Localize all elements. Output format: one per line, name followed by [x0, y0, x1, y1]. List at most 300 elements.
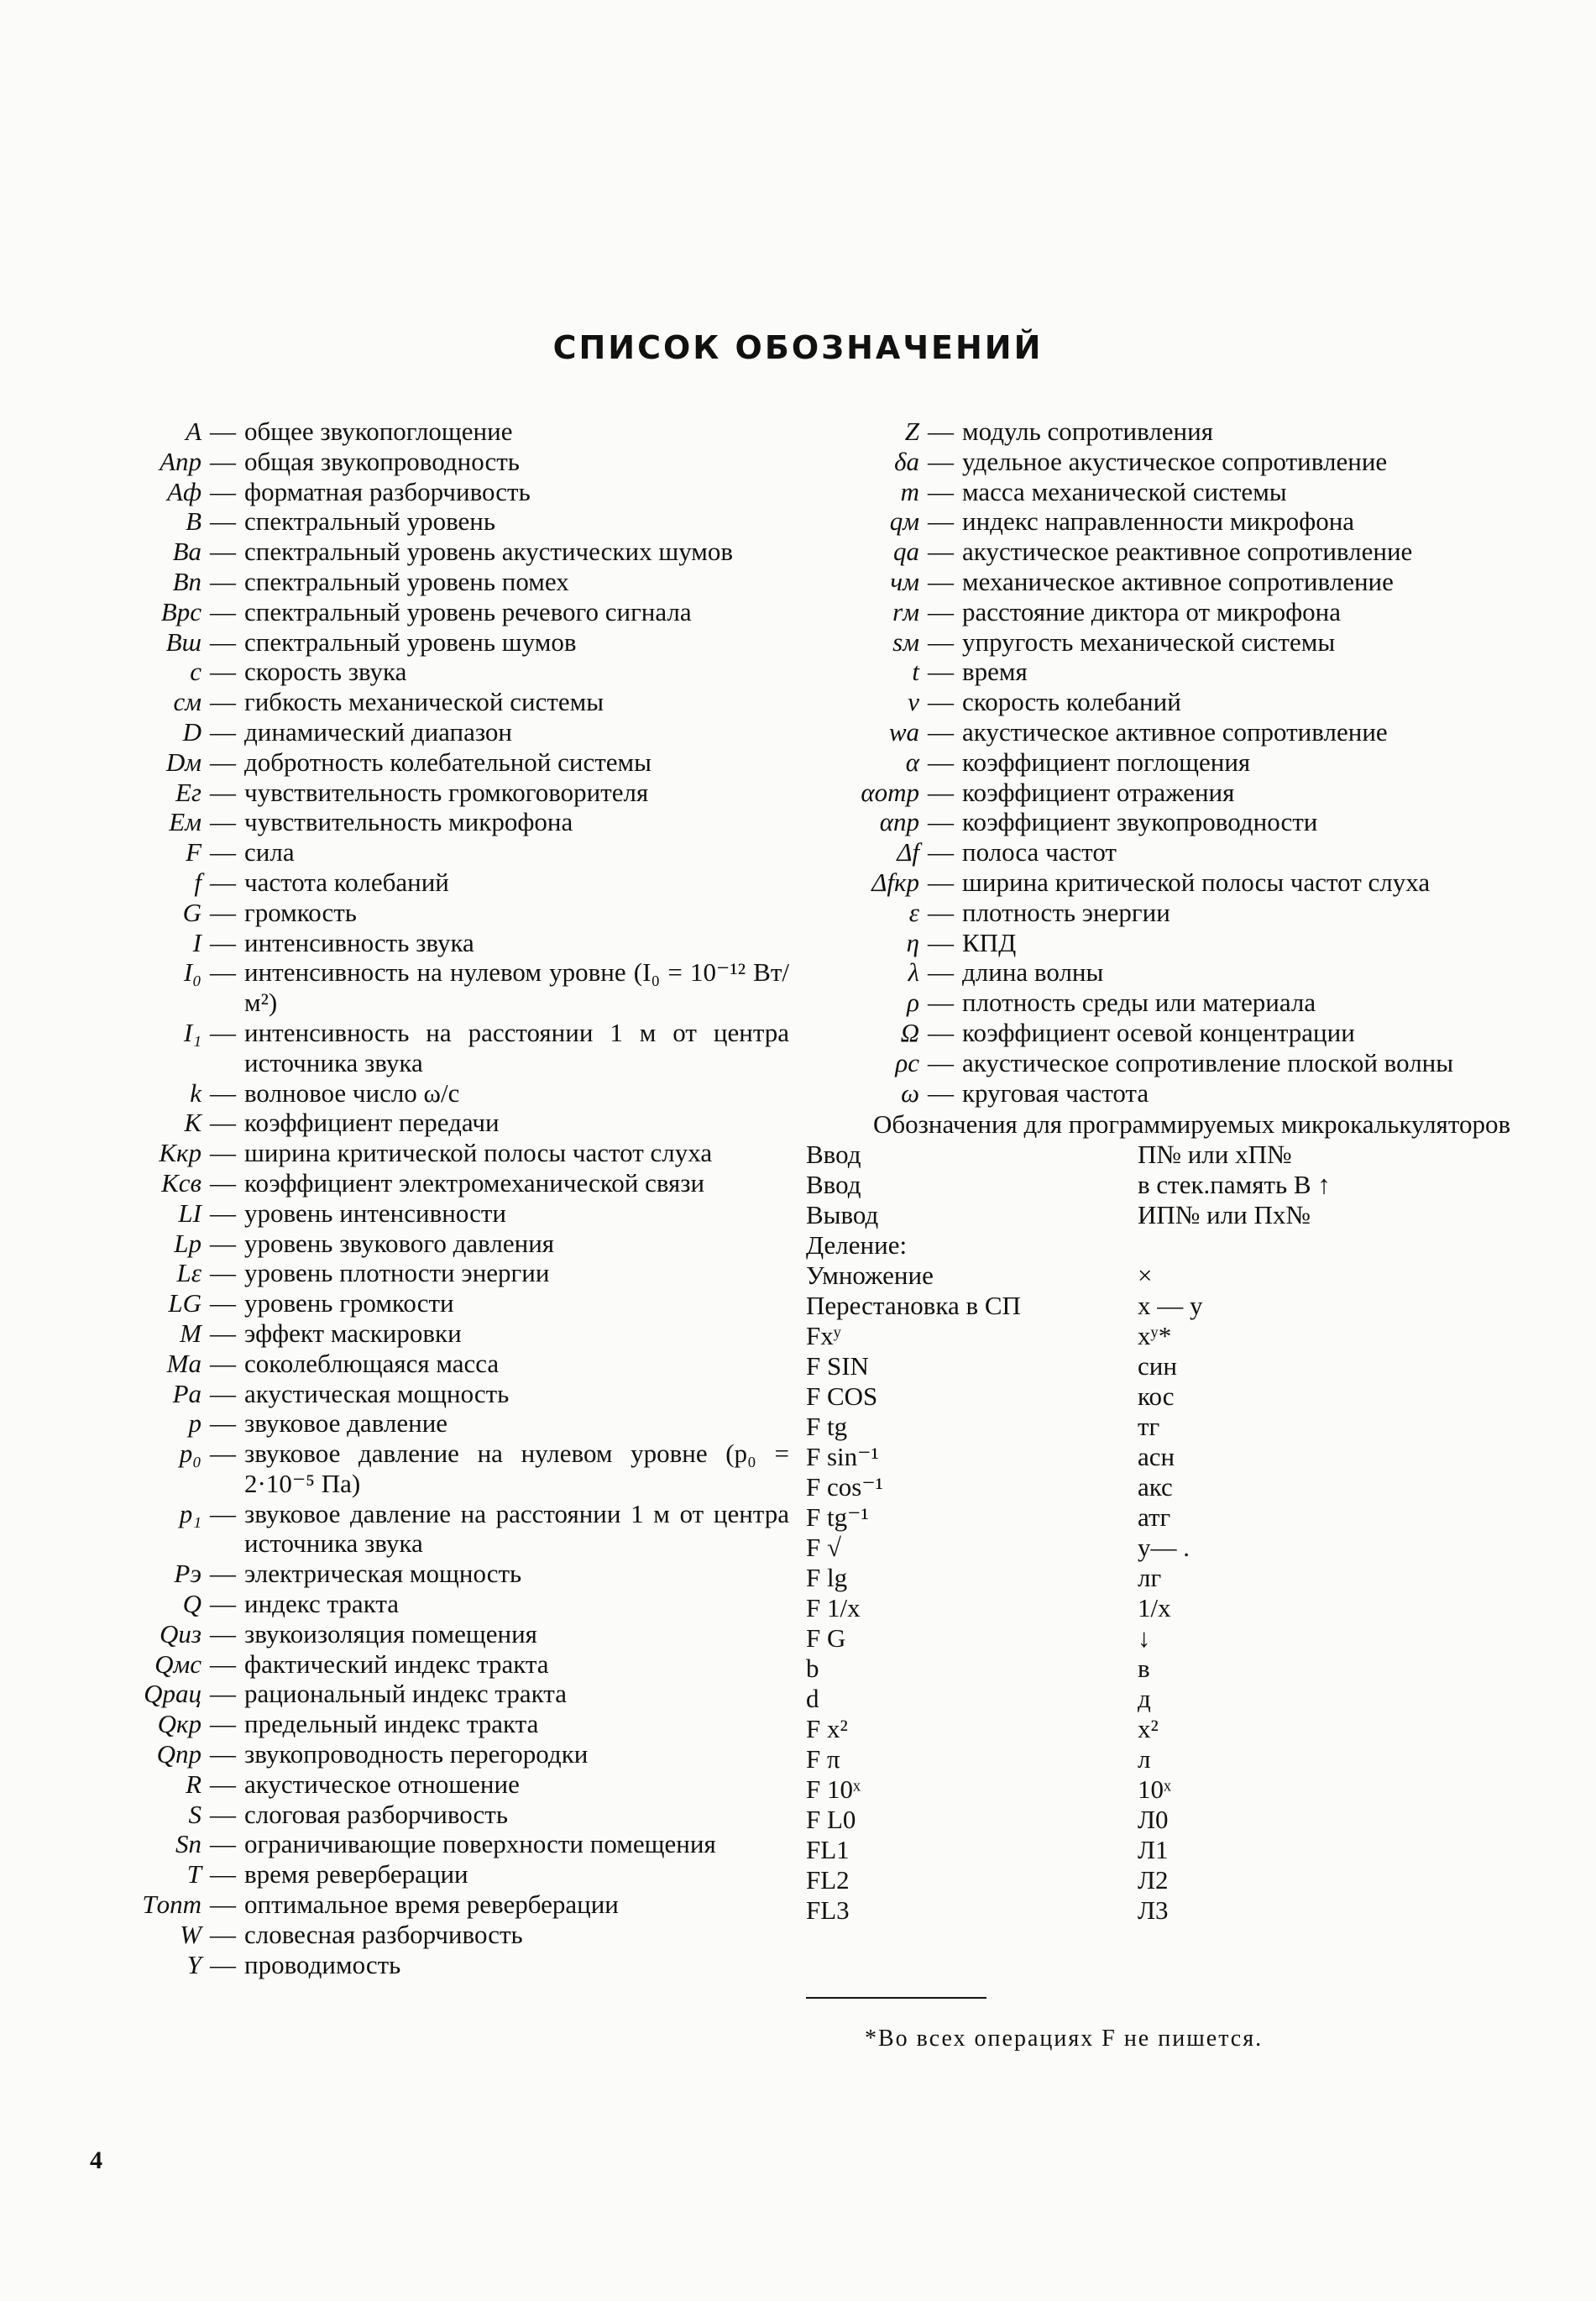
symbol-description: общая звукопроводность	[244, 446, 520, 476]
symbol-entry	[67, 597, 789, 627]
programmable-value: у— .	[1138, 1533, 1190, 1563]
programmable-value: кос	[1138, 1381, 1175, 1412]
symbol-description: спектральный уровень речевого сигнала	[244, 596, 692, 626]
symbol-entry	[67, 898, 789, 928]
programmable-key: F tg⁻¹	[806, 1502, 869, 1533]
dash-separator: —	[210, 1138, 236, 1168]
symbol: D	[182, 716, 201, 747]
symbol-entry	[67, 447, 789, 477]
dash-separator: —	[210, 1439, 236, 1469]
dash-separator: —	[210, 777, 236, 807]
symbol: Eг	[175, 777, 201, 807]
dash-separator: —	[928, 716, 954, 747]
symbol: t	[912, 657, 919, 687]
symbol-description: чувствительность громкоговорителя	[244, 777, 649, 807]
programmable-value: Л2	[1138, 1865, 1169, 1895]
symbol: αпр	[879, 807, 919, 837]
symbols-list-right	[806, 417, 1528, 2052]
programmable-row	[806, 1502, 1528, 1533]
symbol-description: акустическое отношение	[244, 1769, 520, 1799]
symbol-description: частота колебаний	[244, 867, 449, 897]
programmable-row	[806, 1714, 1528, 1744]
programmable-value: х²	[1138, 1714, 1159, 1744]
symbol-description: упругость механической системы	[962, 626, 1336, 657]
programmable-key: F cos⁻¹	[806, 1472, 883, 1502]
symbol: Ω	[900, 1017, 919, 1047]
dash-separator: —	[210, 1167, 236, 1198]
symbol: sм	[892, 626, 919, 657]
dash-separator: —	[210, 476, 236, 506]
programmable-row	[806, 1774, 1528, 1805]
programmable-value: Л3	[1138, 1895, 1169, 1926]
symbol-description: звуковое давление на нулевом уровне (p₀ = 2·10⁻⁵ Па)	[244, 1439, 789, 1498]
symbol-entry	[67, 537, 789, 567]
programmable-row	[806, 1865, 1528, 1895]
symbol: Qпр	[156, 1739, 201, 1769]
dash-separator: —	[928, 506, 954, 537]
symbol-description: время	[962, 657, 1028, 687]
symbol: LI	[178, 1198, 201, 1228]
programmable-key: Умножение	[806, 1261, 934, 1291]
programmable-row	[806, 1533, 1528, 1563]
symbol: Qмс	[154, 1648, 201, 1679]
symbol-description: общее звукопоглощение	[244, 417, 513, 446]
symbol-entry	[67, 1288, 789, 1318]
symbol-description: уровень звукового давления	[244, 1228, 555, 1258]
symbol-entry	[806, 447, 1528, 477]
symbol: c	[190, 657, 201, 687]
programmable-value	[1138, 1230, 1528, 1261]
symbol-description: коэффициент поглощения	[962, 747, 1251, 777]
programmable-key: Деление:	[806, 1230, 908, 1261]
programmable-row	[806, 1654, 1528, 1684]
symbol-entry	[806, 807, 1528, 837]
symbol-entry	[67, 1649, 789, 1680]
dash-separator: —	[210, 1589, 236, 1619]
symbol-entry	[806, 1078, 1528, 1109]
programmable-value: тг	[1138, 1412, 1160, 1442]
symbol-description: интенсивность звука	[244, 927, 474, 957]
symbol: Bа	[172, 537, 201, 567]
symbol-entry	[67, 1950, 789, 1980]
symbol-description: интенсивность на расстоянии 1 м от центра источника звука	[244, 1017, 789, 1077]
dash-separator: —	[210, 1077, 236, 1108]
programmable-row	[806, 1744, 1528, 1774]
programmable-value: асн	[1138, 1442, 1175, 1472]
symbol-entry	[806, 928, 1528, 958]
symbol-description: круговая частота	[962, 1077, 1149, 1108]
symbol-description: рациональный индекс тракта	[244, 1679, 567, 1709]
programmable-key: Вывод	[806, 1200, 879, 1230]
dash-separator: —	[210, 1618, 236, 1648]
symbol-description: сила	[244, 837, 295, 867]
dash-separator: —	[928, 537, 954, 567]
dash-separator: —	[928, 417, 954, 446]
dash-separator: —	[928, 1047, 954, 1077]
symbol-description: динамический диапазон	[244, 716, 513, 747]
symbol-description: ограничивающие поверхности помещения	[244, 1829, 716, 1859]
symbol: Tопт	[142, 1890, 201, 1920]
symbol-description: спектральный уровень акустических шумов	[244, 537, 734, 567]
symbol-description: ширина критической полосы частот слуха	[962, 867, 1431, 897]
dash-separator: —	[210, 1859, 236, 1890]
symbol: qм	[889, 506, 919, 537]
programmable-row	[806, 1230, 1528, 1261]
dash-separator: —	[928, 596, 954, 626]
symbol: cм	[173, 687, 201, 717]
symbol-description: электрическая мощность	[244, 1559, 522, 1589]
symbol-description: интенсивность на нулевом уровне (I₀ = 10⁻¹² Вт/м²)	[244, 957, 789, 1018]
symbol-description: уровень интенсивности	[244, 1198, 507, 1228]
symbol: Mа	[166, 1348, 201, 1378]
dash-separator: —	[928, 837, 954, 867]
symbol-description: соколеблющаяся масса	[244, 1348, 500, 1378]
dash-separator: —	[210, 1949, 236, 1979]
programmable-key: F lg	[806, 1563, 848, 1593]
dash-separator: —	[210, 596, 236, 626]
symbol-entry	[806, 506, 1528, 537]
dash-separator: —	[210, 1017, 236, 1047]
symbol: αотр	[861, 777, 919, 807]
symbol-description: уровень громкости	[244, 1288, 454, 1318]
symbol-description: звуковое давление на расстоянии 1 м от центра источника звука	[244, 1498, 789, 1559]
symbol-entry	[806, 687, 1528, 717]
symbol: Aпр	[160, 446, 201, 476]
symbol-description: индекс тракта	[244, 1589, 400, 1619]
symbol: Y	[186, 1949, 201, 1979]
symbol-entry	[806, 477, 1528, 507]
symbol-description: ширина критической полосы частот слуха	[244, 1138, 713, 1168]
symbol: Kсв	[161, 1167, 201, 1198]
symbol: I₁	[183, 1017, 201, 1047]
symbol: δа	[894, 446, 919, 476]
symbol-entry	[67, 867, 789, 898]
symbol-description: акустическая мощность	[244, 1378, 510, 1408]
symbol-entry	[67, 1108, 789, 1138]
symbol-entry	[67, 807, 789, 837]
programmable-key: d	[806, 1684, 819, 1714]
dash-separator: —	[210, 446, 236, 476]
programmable-key: FL2	[806, 1865, 850, 1895]
dash-separator: —	[928, 476, 954, 506]
programmable-row	[806, 1170, 1528, 1200]
symbol: Pа	[172, 1378, 201, 1408]
symbol-entry	[806, 1018, 1528, 1048]
symbol-entry	[67, 1739, 789, 1769]
symbol: Bш	[165, 626, 201, 657]
symbol: K	[184, 1108, 201, 1138]
symbol-entry	[67, 1619, 789, 1649]
symbol-entry	[67, 1709, 789, 1739]
programmable-key: F 1/x	[806, 1593, 861, 1623]
symbol-entry	[67, 1800, 789, 1830]
programmable-value: ИП№ или Пх№	[1138, 1200, 1311, 1230]
dash-separator: —	[210, 566, 236, 596]
programmable-value: Л0	[1138, 1805, 1169, 1835]
programmable-row	[806, 1472, 1528, 1502]
programmable-row	[806, 1291, 1528, 1321]
symbol-description: скорость колебаний	[962, 687, 1181, 717]
symbol: Qрац	[144, 1679, 201, 1709]
dash-separator: —	[210, 1919, 236, 1949]
dash-separator: —	[928, 626, 954, 657]
dash-separator: —	[210, 867, 236, 897]
symbol: M	[180, 1318, 201, 1348]
programmable-value: ×	[1138, 1261, 1153, 1291]
programmable-key: F x²	[806, 1714, 848, 1744]
symbol: p₀	[179, 1439, 201, 1469]
symbol: λ	[908, 957, 919, 988]
symbol-description: КПД	[962, 927, 1017, 957]
symbol-entry	[806, 567, 1528, 597]
symbol-description: акустическое сопротивление плоской волны	[962, 1047, 1454, 1077]
dash-separator: —	[928, 807, 954, 837]
programmable-row	[806, 1321, 1528, 1351]
dash-separator: —	[928, 777, 954, 807]
symbol-entry	[67, 1349, 789, 1379]
programmable-value: ↓	[1138, 1623, 1151, 1654]
symbol: f	[194, 867, 201, 897]
symbol-description: громкость	[244, 897, 357, 927]
symbol-description: звукоизоляция помещения	[244, 1618, 537, 1648]
programmable-key: Ввод	[806, 1140, 861, 1170]
symbol: p	[188, 1408, 201, 1439]
programmable-key: F tg	[806, 1412, 848, 1442]
symbol: Qиз	[160, 1618, 201, 1648]
symbol: Lp	[174, 1228, 201, 1258]
programmable-row	[806, 1442, 1528, 1472]
symbol-description: время реверберации	[244, 1859, 468, 1890]
symbol: Pэ	[174, 1559, 201, 1589]
programmable-key: F 10ˣ	[806, 1774, 861, 1805]
symbol: Dм	[165, 747, 201, 777]
programmable-value: акс	[1138, 1472, 1173, 1502]
dash-separator: —	[210, 897, 236, 927]
symbol-description: плотность энергии	[962, 897, 1170, 927]
programmable-value: 1/х	[1138, 1593, 1171, 1623]
symbol-entry	[806, 898, 1528, 928]
dash-separator: —	[210, 506, 236, 537]
symbols-list-left	[67, 417, 789, 1979]
symbol: LG	[168, 1288, 201, 1318]
dash-separator: —	[928, 957, 954, 988]
symbol: F	[186, 837, 201, 867]
programmable-row	[806, 1351, 1528, 1381]
symbol-entry	[67, 1589, 789, 1619]
symbol: qа	[893, 537, 919, 567]
symbol-description: оптимальное время реверберации	[244, 1890, 619, 1920]
dash-separator: —	[210, 1198, 236, 1228]
symbol-description: коэффициент передачи	[244, 1108, 500, 1138]
symbol-description: коэффициент электромеханической связи	[244, 1167, 705, 1198]
symbol-entry	[67, 477, 789, 507]
symbol: Bрс	[160, 596, 201, 626]
symbol-description: коэффициент отражения	[962, 777, 1235, 807]
symbol: Δfкр	[871, 867, 919, 897]
dash-separator: —	[210, 537, 236, 567]
symbol-entry	[806, 657, 1528, 687]
dash-separator: —	[210, 837, 236, 867]
dash-separator: —	[928, 927, 954, 957]
symbol: α	[905, 747, 919, 777]
symbol-description: коэффициент звукопроводности	[962, 807, 1318, 837]
programmable-row	[806, 1895, 1528, 1926]
symbol-entry	[67, 928, 789, 958]
dash-separator: —	[928, 446, 954, 476]
programmable-key: F COS	[806, 1381, 878, 1412]
programmable-key: F G	[806, 1623, 846, 1654]
programmable-row	[806, 1381, 1528, 1412]
symbol-description: слоговая разборчивость	[244, 1799, 508, 1829]
programmable-key: F L0	[806, 1805, 856, 1835]
symbol: η	[906, 927, 919, 957]
programmable-row	[806, 1805, 1528, 1835]
symbol-description: звукопроводность перегородки	[244, 1739, 589, 1769]
symbol: S	[188, 1799, 201, 1829]
programmable-value: лг	[1138, 1563, 1162, 1593]
dash-separator: —	[210, 1829, 236, 1859]
symbol-entry	[806, 747, 1528, 778]
dash-separator: —	[210, 1288, 236, 1318]
symbol-entry	[67, 1078, 789, 1109]
programmable-value: хʸ*	[1138, 1321, 1172, 1351]
programmable-row	[806, 1261, 1528, 1291]
symbol: ε	[908, 897, 919, 927]
symbol: k	[190, 1077, 201, 1108]
programmable-key: Fxʸ	[806, 1321, 841, 1351]
symbol-entry	[67, 1138, 789, 1168]
symbol-entry	[67, 506, 789, 537]
symbol-description: словесная разборчивость	[244, 1919, 523, 1949]
symbol: Q	[182, 1589, 201, 1619]
symbol-entry	[67, 1499, 789, 1559]
symbol: чм	[890, 566, 919, 596]
symbol: B	[186, 506, 201, 537]
programmable-row	[806, 1412, 1528, 1442]
symbol-entry	[67, 717, 789, 747]
symbol-entry	[67, 1318, 789, 1349]
symbol: wа	[888, 716, 919, 747]
symbol-entry	[67, 1198, 789, 1229]
symbol-description: масса механической системы	[962, 476, 1287, 506]
symbol: I₀	[183, 957, 201, 988]
page-title: СПИСОК ОБОЗНАЧЕНИЙ	[552, 329, 1044, 366]
symbol-entry	[67, 1679, 789, 1709]
symbol-entry	[67, 778, 789, 808]
programmable-value: атг	[1138, 1502, 1171, 1533]
symbol-description: спектральный уровень	[244, 506, 496, 537]
symbol: W	[180, 1919, 201, 1949]
dash-separator: —	[210, 1318, 236, 1348]
symbol-entry	[67, 747, 789, 778]
symbol: I	[192, 927, 201, 957]
dash-separator: —	[210, 1258, 236, 1288]
symbol-description: звуковое давление	[244, 1408, 448, 1439]
symbol-entry	[67, 657, 789, 687]
dash-separator: —	[210, 1709, 236, 1739]
programmable-key: F π	[806, 1744, 840, 1774]
symbol-description: предельный индекс тракта	[244, 1709, 539, 1739]
programmable-value: х — у	[1138, 1291, 1203, 1321]
symbol: Bп	[172, 566, 201, 596]
dash-separator: —	[210, 1679, 236, 1709]
programmable-table	[806, 1140, 1528, 1926]
programmable-value: л	[1138, 1744, 1151, 1774]
dash-separator: —	[210, 1648, 236, 1679]
symbol-description: волновое число ω/c	[244, 1077, 460, 1108]
symbol-entry	[806, 867, 1528, 898]
symbol: Δf	[897, 837, 919, 867]
dash-separator: —	[928, 687, 954, 717]
symbol: v	[908, 687, 919, 717]
symbol: A	[186, 417, 201, 446]
symbol-description: расстояние диктора от микрофона	[962, 596, 1342, 626]
symbol-description: акустическое реактивное сопротивление	[962, 537, 1413, 567]
programmable-key: FL3	[806, 1895, 850, 1926]
symbol: G	[182, 897, 201, 927]
symbol-entry	[67, 1229, 789, 1259]
programmable-row	[806, 1835, 1528, 1865]
dash-separator: —	[210, 657, 236, 687]
symbol-description: фактический индекс тракта	[244, 1648, 549, 1679]
programmable-key: FL1	[806, 1835, 850, 1865]
programmable-row	[806, 1200, 1528, 1230]
symbol: ρc	[895, 1047, 919, 1077]
symbol: rм	[892, 596, 919, 626]
dash-separator: —	[210, 1108, 236, 1138]
dash-separator: —	[928, 566, 954, 596]
footnote: *Во всех операциях F не пишется.	[865, 2026, 1264, 2052]
programmable-value: 10ˣ	[1138, 1774, 1171, 1805]
symbol-entry	[806, 717, 1528, 747]
page-number: 4	[90, 2146, 102, 2174]
symbol-entry	[806, 537, 1528, 567]
dash-separator: —	[210, 1498, 236, 1528]
symbol-entry	[67, 1168, 789, 1198]
dash-separator: —	[928, 1017, 954, 1047]
symbol-description: проводимость	[244, 1949, 401, 1979]
symbol-entry	[67, 627, 789, 658]
symbol: Eм	[169, 807, 201, 837]
symbol-entry	[806, 627, 1528, 658]
symbol-description: длина волны	[962, 957, 1104, 988]
dash-separator: —	[210, 927, 236, 957]
symbol-description: эффект маскировки	[244, 1318, 462, 1348]
footnote-rule	[806, 1997, 986, 1999]
programmable-key: Ввод	[806, 1170, 861, 1200]
dash-separator: —	[210, 417, 236, 446]
symbol-description: акустическое активное сопротивление	[962, 716, 1388, 747]
dash-separator: —	[928, 867, 954, 897]
symbol: m	[900, 476, 919, 506]
programmable-row	[806, 1140, 1528, 1170]
programmable-row	[806, 1593, 1528, 1623]
symbol-description: гибкость механической системы	[244, 687, 604, 717]
dash-separator: —	[210, 1739, 236, 1769]
programmable-key: F √	[806, 1533, 842, 1563]
symbol-entry	[67, 1379, 789, 1409]
programmable-row	[806, 1563, 1528, 1593]
symbol-entry	[67, 1439, 789, 1499]
dash-separator: —	[210, 1378, 236, 1408]
symbol-description: уровень плотности энергии	[244, 1258, 550, 1288]
programmable-value: в стек.память В ↑	[1138, 1170, 1331, 1200]
programmable-value: Л1	[1138, 1835, 1169, 1865]
programmable-note: Обозначения для программируемых микрокалькуляторов	[873, 1109, 1511, 1140]
symbol-entry	[806, 957, 1528, 988]
dash-separator: —	[210, 1559, 236, 1589]
dash-separator: —	[210, 626, 236, 657]
